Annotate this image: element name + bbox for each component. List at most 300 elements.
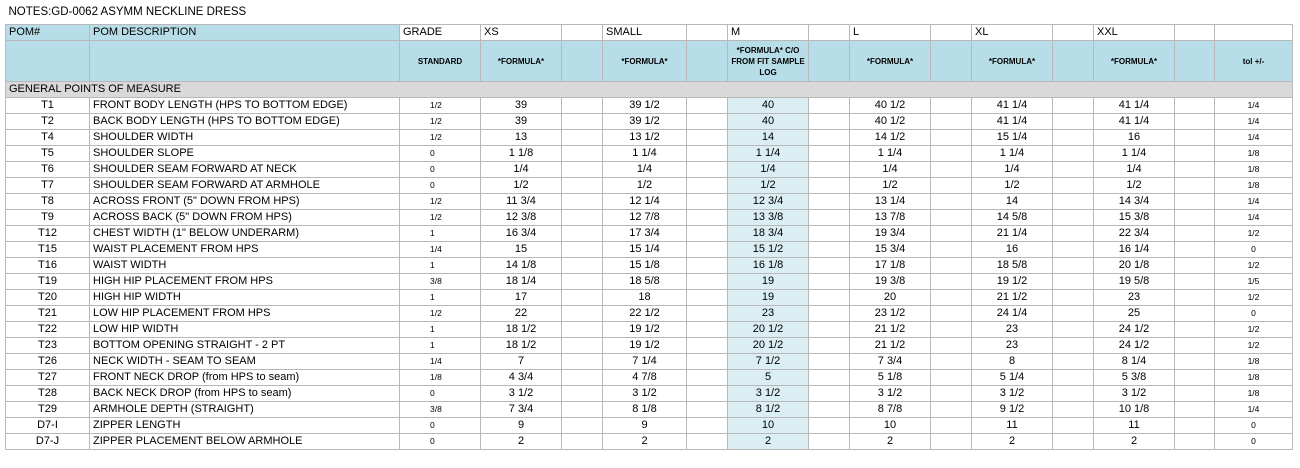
- cell-pom[interactable]: T21: [6, 306, 90, 322]
- cell-blank[interactable]: [809, 146, 850, 162]
- header-size-small[interactable]: SMALL: [603, 25, 687, 41]
- header-size-xxl[interactable]: XXL: [1094, 25, 1175, 41]
- cell-l[interactable]: 3 1/2: [850, 386, 931, 402]
- cell-tol[interactable]: 1/2: [1215, 338, 1293, 354]
- cell-xs[interactable]: 22: [481, 306, 562, 322]
- cell-small[interactable]: 39 1/2: [603, 114, 687, 130]
- cell-blank[interactable]: [687, 178, 728, 194]
- cell-blank[interactable]: [809, 98, 850, 114]
- cell-blank[interactable]: [562, 370, 603, 386]
- cell-blank[interactable]: [562, 210, 603, 226]
- cell-m[interactable]: 16 1/8: [728, 258, 809, 274]
- cell-blank[interactable]: [687, 306, 728, 322]
- cell-blank[interactable]: [562, 418, 603, 434]
- cell-l[interactable]: 13 1/4: [850, 194, 931, 210]
- cell-blank[interactable]: [1053, 258, 1094, 274]
- cell-tol[interactable]: 1/5: [1215, 274, 1293, 290]
- cell-xs[interactable]: 39: [481, 114, 562, 130]
- cell-tol[interactable]: 0: [1215, 434, 1293, 450]
- cell-tol[interactable]: 1/2: [1215, 226, 1293, 242]
- header-blank-cell[interactable]: [90, 41, 400, 82]
- cell-tol[interactable]: 1/4: [1215, 98, 1293, 114]
- cell-description[interactable]: SHOULDER SEAM FORWARD AT NECK: [90, 162, 400, 178]
- cell-xs[interactable]: 2: [481, 434, 562, 450]
- cell-tol[interactable]: 1/2: [1215, 322, 1293, 338]
- cell-grade[interactable]: 1/4: [400, 242, 481, 258]
- cell-blank[interactable]: [687, 210, 728, 226]
- cell-xl[interactable]: 23: [972, 338, 1053, 354]
- cell-m[interactable]: 1 1/4: [728, 146, 809, 162]
- cell-blank[interactable]: [562, 354, 603, 370]
- cell-grade[interactable]: 0: [400, 418, 481, 434]
- cell-xxl[interactable]: 10 1/8: [1094, 402, 1175, 418]
- cell-small[interactable]: 19 1/2: [603, 338, 687, 354]
- cell-blank[interactable]: [931, 146, 972, 162]
- cell-description[interactable]: ACROSS FRONT (5" DOWN FROM HPS): [90, 194, 400, 210]
- cell-small[interactable]: 19 1/2: [603, 322, 687, 338]
- cell-l[interactable]: 7 3/4: [850, 354, 931, 370]
- cell-l[interactable]: 1/2: [850, 178, 931, 194]
- cell-pom[interactable]: T12: [6, 226, 90, 242]
- cell-blank[interactable]: [1175, 338, 1215, 354]
- header-blank-cell[interactable]: [6, 41, 90, 82]
- cell-blank[interactable]: [1053, 418, 1094, 434]
- cell-pom[interactable]: T26: [6, 354, 90, 370]
- cell-blank[interactable]: [687, 290, 728, 306]
- cell-m[interactable]: 13 3/8: [728, 210, 809, 226]
- cell-blank[interactable]: [931, 370, 972, 386]
- cell-blank[interactable]: [687, 130, 728, 146]
- header-pom[interactable]: POM#: [6, 25, 90, 41]
- cell-blank[interactable]: [562, 226, 603, 242]
- cell-m[interactable]: 1/4: [728, 162, 809, 178]
- cell-m[interactable]: 5: [728, 370, 809, 386]
- cell-blank[interactable]: [1175, 210, 1215, 226]
- cell-description[interactable]: ACROSS BACK (5" DOWN FROM HPS): [90, 210, 400, 226]
- cell-blank[interactable]: [1175, 306, 1215, 322]
- cell-xl[interactable]: 2: [972, 434, 1053, 450]
- cell-description[interactable]: BACK BODY LENGTH (HPS TO BOTTOM EDGE): [90, 114, 400, 130]
- cell-tol[interactable]: 1/8: [1215, 178, 1293, 194]
- cell-blank[interactable]: [1053, 370, 1094, 386]
- cell-blank[interactable]: [1175, 434, 1215, 450]
- cell-blank[interactable]: [1053, 274, 1094, 290]
- cell-description[interactable]: FRONT NECK DROP (from HPS to seam): [90, 370, 400, 386]
- cell-m[interactable]: 15 1/2: [728, 242, 809, 258]
- cell-small[interactable]: 17 3/4: [603, 226, 687, 242]
- cell-blank[interactable]: [809, 210, 850, 226]
- cell-grade[interactable]: 0: [400, 386, 481, 402]
- cell-grade[interactable]: 1: [400, 322, 481, 338]
- cell-tol[interactable]: 1/8: [1215, 162, 1293, 178]
- cell-blank[interactable]: [809, 402, 850, 418]
- cell-grade[interactable]: 1: [400, 338, 481, 354]
- header-formula-xs[interactable]: *FORMULA*: [481, 41, 562, 82]
- header-grade[interactable]: GRADE: [400, 25, 481, 41]
- cell-blank[interactable]: [809, 258, 850, 274]
- cell-pom[interactable]: T28: [6, 386, 90, 402]
- cell-blank[interactable]: [931, 98, 972, 114]
- cell-xxl[interactable]: 1/4: [1094, 162, 1175, 178]
- cell-tol[interactable]: 0: [1215, 306, 1293, 322]
- cell-xl[interactable]: 41 1/4: [972, 114, 1053, 130]
- cell-tol[interactable]: 1/4: [1215, 210, 1293, 226]
- cell-blank[interactable]: [1175, 274, 1215, 290]
- cell-blank[interactable]: [1053, 146, 1094, 162]
- cell-blank[interactable]: [687, 338, 728, 354]
- cell-tol[interactable]: 1/8: [1215, 146, 1293, 162]
- header-formula-xxl[interactable]: *FORMULA*: [1094, 41, 1175, 82]
- cell-small[interactable]: 1/2: [603, 178, 687, 194]
- header-blank-cell[interactable]: [562, 41, 603, 82]
- header-size-l[interactable]: L: [850, 25, 931, 41]
- cell-l[interactable]: 40 1/2: [850, 98, 931, 114]
- cell-small[interactable]: 39 1/2: [603, 98, 687, 114]
- cell-xl[interactable]: 9 1/2: [972, 402, 1053, 418]
- header-formula-m[interactable]: *FORMULA* C/O FROM FIT SAMPLE LOG: [728, 41, 809, 82]
- header-blank-cell[interactable]: [687, 41, 728, 82]
- cell-description[interactable]: BACK NECK DROP (from HPS to seam): [90, 386, 400, 402]
- cell-l[interactable]: 8 7/8: [850, 402, 931, 418]
- cell-xl[interactable]: 1 1/4: [972, 146, 1053, 162]
- cell-m[interactable]: 3 1/2: [728, 386, 809, 402]
- cell-tol[interactable]: 1/8: [1215, 354, 1293, 370]
- cell-xxl[interactable]: 11: [1094, 418, 1175, 434]
- cell-xxl[interactable]: 3 1/2: [1094, 386, 1175, 402]
- cell-pom[interactable]: T4: [6, 130, 90, 146]
- cell-description[interactable]: LOW HIP WIDTH: [90, 322, 400, 338]
- cell-grade[interactable]: 3/8: [400, 274, 481, 290]
- cell-xxl[interactable]: 23: [1094, 290, 1175, 306]
- cell-blank[interactable]: [687, 322, 728, 338]
- cell-xl[interactable]: 18 5/8: [972, 258, 1053, 274]
- cell-blank[interactable]: [809, 386, 850, 402]
- cell-xxl[interactable]: 1/2: [1094, 178, 1175, 194]
- cell-xxl[interactable]: 24 1/2: [1094, 322, 1175, 338]
- cell-blank[interactable]: [1175, 130, 1215, 146]
- cell-small[interactable]: 12 1/4: [603, 194, 687, 210]
- cell-blank[interactable]: [562, 258, 603, 274]
- cell-blank[interactable]: [1053, 98, 1094, 114]
- cell-xl[interactable]: 1/2: [972, 178, 1053, 194]
- cell-blank[interactable]: [809, 130, 850, 146]
- cell-l[interactable]: 21 1/2: [850, 322, 931, 338]
- cell-blank[interactable]: [687, 258, 728, 274]
- cell-m[interactable]: 8 1/2: [728, 402, 809, 418]
- header-blank-cell[interactable]: [1215, 25, 1293, 41]
- cell-description[interactable]: WAIST WIDTH: [90, 258, 400, 274]
- cell-blank[interactable]: [931, 130, 972, 146]
- cell-blank[interactable]: [809, 322, 850, 338]
- cell-blank[interactable]: [562, 386, 603, 402]
- cell-xxl[interactable]: 15 3/8: [1094, 210, 1175, 226]
- cell-small[interactable]: 15 1/4: [603, 242, 687, 258]
- cell-pom[interactable]: T16: [6, 258, 90, 274]
- cell-l[interactable]: 1 1/4: [850, 146, 931, 162]
- cell-blank[interactable]: [1175, 418, 1215, 434]
- cell-pom[interactable]: T5: [6, 146, 90, 162]
- cell-description[interactable]: SHOULDER WIDTH: [90, 130, 400, 146]
- cell-blank[interactable]: [1175, 146, 1215, 162]
- cell-m[interactable]: 14: [728, 130, 809, 146]
- cell-pom[interactable]: T22: [6, 322, 90, 338]
- cell-tol[interactable]: 1/4: [1215, 402, 1293, 418]
- header-blank-cell[interactable]: [562, 25, 603, 41]
- cell-blank[interactable]: [1175, 370, 1215, 386]
- cell-blank[interactable]: [687, 194, 728, 210]
- cell-blank[interactable]: [687, 274, 728, 290]
- cell-blank[interactable]: [809, 290, 850, 306]
- cell-m[interactable]: 12 3/4: [728, 194, 809, 210]
- cell-blank[interactable]: [687, 354, 728, 370]
- cell-description[interactable]: LOW HIP PLACEMENT FROM HPS: [90, 306, 400, 322]
- cell-xs[interactable]: 15: [481, 242, 562, 258]
- cell-blank[interactable]: [687, 386, 728, 402]
- cell-description[interactable]: FRONT BODY LENGTH (HPS TO BOTTOM EDGE): [90, 98, 400, 114]
- cell-blank[interactable]: [1053, 434, 1094, 450]
- cell-m[interactable]: 2: [728, 434, 809, 450]
- cell-description[interactable]: CHEST WIDTH (1" BELOW UNDERARM): [90, 226, 400, 242]
- cell-tol[interactable]: 1/8: [1215, 386, 1293, 402]
- cell-pom[interactable]: T8: [6, 194, 90, 210]
- cell-blank[interactable]: [809, 338, 850, 354]
- cell-blank[interactable]: [1053, 354, 1094, 370]
- cell-xs[interactable]: 18 1/2: [481, 322, 562, 338]
- cell-blank[interactable]: [931, 114, 972, 130]
- cell-l[interactable]: 40 1/2: [850, 114, 931, 130]
- cell-l[interactable]: 23 1/2: [850, 306, 931, 322]
- header-formula-xl[interactable]: *FORMULA*: [972, 41, 1053, 82]
- cell-grade[interactable]: 1/8: [400, 370, 481, 386]
- cell-xl[interactable]: 24 1/4: [972, 306, 1053, 322]
- cell-xs[interactable]: 11 3/4: [481, 194, 562, 210]
- cell-xl[interactable]: 23: [972, 322, 1053, 338]
- cell-blank[interactable]: [809, 418, 850, 434]
- cell-blank[interactable]: [687, 114, 728, 130]
- cell-xl[interactable]: 14: [972, 194, 1053, 210]
- cell-xl[interactable]: 21 1/4: [972, 226, 1053, 242]
- cell-grade[interactable]: 1/2: [400, 114, 481, 130]
- cell-m[interactable]: 20 1/2: [728, 322, 809, 338]
- cell-blank[interactable]: [931, 338, 972, 354]
- cell-description[interactable]: BOTTOM OPENING STRAIGHT - 2 PT: [90, 338, 400, 354]
- cell-blank[interactable]: [931, 306, 972, 322]
- cell-blank[interactable]: [931, 194, 972, 210]
- cell-xxl[interactable]: 8 1/4: [1094, 354, 1175, 370]
- cell-blank[interactable]: [1053, 210, 1094, 226]
- cell-xs[interactable]: 18 1/4: [481, 274, 562, 290]
- cell-blank[interactable]: [1053, 226, 1094, 242]
- cell-l[interactable]: 10: [850, 418, 931, 434]
- cell-blank[interactable]: [562, 130, 603, 146]
- cell-small[interactable]: 8 1/8: [603, 402, 687, 418]
- cell-blank[interactable]: [1053, 290, 1094, 306]
- cell-m[interactable]: 19: [728, 290, 809, 306]
- cell-pom[interactable]: T29: [6, 402, 90, 418]
- cell-blank[interactable]: [1053, 194, 1094, 210]
- cell-blank[interactable]: [1053, 306, 1094, 322]
- cell-small[interactable]: 3 1/2: [603, 386, 687, 402]
- cell-grade[interactable]: 0: [400, 434, 481, 450]
- header-blank-cell[interactable]: [1053, 41, 1094, 82]
- cell-grade[interactable]: 1: [400, 290, 481, 306]
- cell-l[interactable]: 13 7/8: [850, 210, 931, 226]
- cell-grade[interactable]: 0: [400, 178, 481, 194]
- cell-description[interactable]: NECK WIDTH - SEAM TO SEAM: [90, 354, 400, 370]
- cell-blank[interactable]: [562, 194, 603, 210]
- cell-blank[interactable]: [687, 226, 728, 242]
- cell-m[interactable]: 1/2: [728, 178, 809, 194]
- cell-grade[interactable]: 1/2: [400, 194, 481, 210]
- cell-blank[interactable]: [931, 242, 972, 258]
- cell-l[interactable]: 17 1/8: [850, 258, 931, 274]
- cell-blank[interactable]: [562, 146, 603, 162]
- cell-tol[interactable]: 1/8: [1215, 370, 1293, 386]
- cell-tol[interactable]: 1/4: [1215, 130, 1293, 146]
- cell-l[interactable]: 5 1/8: [850, 370, 931, 386]
- cell-xxl[interactable]: 22 3/4: [1094, 226, 1175, 242]
- header-description[interactable]: POM DESCRIPTION: [90, 25, 400, 41]
- cell-xl[interactable]: 41 1/4: [972, 98, 1053, 114]
- cell-tol[interactable]: 1/2: [1215, 290, 1293, 306]
- cell-xs[interactable]: 13: [481, 130, 562, 146]
- cell-blank[interactable]: [1053, 402, 1094, 418]
- cell-blank[interactable]: [562, 162, 603, 178]
- cell-xxl[interactable]: 16: [1094, 130, 1175, 146]
- cell-grade[interactable]: 0: [400, 162, 481, 178]
- cell-blank[interactable]: [931, 354, 972, 370]
- cell-description[interactable]: SHOULDER SLOPE: [90, 146, 400, 162]
- cell-xs[interactable]: 1/4: [481, 162, 562, 178]
- cell-blank[interactable]: [809, 162, 850, 178]
- cell-blank[interactable]: [809, 226, 850, 242]
- cell-xl[interactable]: 15 1/4: [972, 130, 1053, 146]
- cell-blank[interactable]: [809, 306, 850, 322]
- header-tol[interactable]: tol +/-: [1215, 41, 1293, 82]
- cell-blank[interactable]: [562, 274, 603, 290]
- cell-blank[interactable]: [931, 226, 972, 242]
- cell-description[interactable]: HIGH HIP PLACEMENT FROM HPS: [90, 274, 400, 290]
- cell-blank[interactable]: [1175, 322, 1215, 338]
- cell-blank[interactable]: [1175, 258, 1215, 274]
- cell-grade[interactable]: 1: [400, 258, 481, 274]
- header-blank-cell[interactable]: [1053, 25, 1094, 41]
- cell-small[interactable]: 15 1/8: [603, 258, 687, 274]
- header-blank-cell[interactable]: [1175, 25, 1215, 41]
- section-label[interactable]: GENERAL POINTS OF MEASURE: [6, 82, 1293, 98]
- cell-blank[interactable]: [931, 322, 972, 338]
- cell-pom[interactable]: T1: [6, 98, 90, 114]
- cell-blank[interactable]: [687, 434, 728, 450]
- cell-small[interactable]: 18: [603, 290, 687, 306]
- cell-blank[interactable]: [562, 322, 603, 338]
- cell-small[interactable]: 4 7/8: [603, 370, 687, 386]
- cell-xs[interactable]: 4 3/4: [481, 370, 562, 386]
- cell-blank[interactable]: [1175, 242, 1215, 258]
- cell-l[interactable]: 15 3/4: [850, 242, 931, 258]
- cell-blank[interactable]: [931, 178, 972, 194]
- cell-xl[interactable]: 3 1/2: [972, 386, 1053, 402]
- header-size-xl[interactable]: XL: [972, 25, 1053, 41]
- cell-small[interactable]: 7 1/4: [603, 354, 687, 370]
- cell-blank[interactable]: [562, 306, 603, 322]
- cell-blank[interactable]: [809, 370, 850, 386]
- cell-blank[interactable]: [809, 242, 850, 258]
- cell-m[interactable]: 19: [728, 274, 809, 290]
- cell-small[interactable]: 18 5/8: [603, 274, 687, 290]
- cell-xxl[interactable]: 41 1/4: [1094, 114, 1175, 130]
- cell-small[interactable]: 2: [603, 434, 687, 450]
- cell-m[interactable]: 23: [728, 306, 809, 322]
- cell-pom[interactable]: T7: [6, 178, 90, 194]
- cell-blank[interactable]: [1175, 402, 1215, 418]
- cell-grade[interactable]: 1/2: [400, 210, 481, 226]
- cell-blank[interactable]: [1175, 178, 1215, 194]
- cell-l[interactable]: 1/4: [850, 162, 931, 178]
- cell-blank[interactable]: [1053, 242, 1094, 258]
- cell-small[interactable]: 1 1/4: [603, 146, 687, 162]
- header-formula-l[interactable]: *FORMULA*: [850, 41, 931, 82]
- cell-xxl[interactable]: 16 1/4: [1094, 242, 1175, 258]
- cell-description[interactable]: HIGH HIP WIDTH: [90, 290, 400, 306]
- cell-tol[interactable]: 1/4: [1215, 194, 1293, 210]
- cell-blank[interactable]: [809, 274, 850, 290]
- cell-xs[interactable]: 7 3/4: [481, 402, 562, 418]
- cell-blank[interactable]: [1053, 114, 1094, 130]
- cell-blank[interactable]: [809, 434, 850, 450]
- cell-pom[interactable]: T23: [6, 338, 90, 354]
- cell-blank[interactable]: [931, 290, 972, 306]
- cell-l[interactable]: 19 3/8: [850, 274, 931, 290]
- header-blank-cell[interactable]: [1175, 41, 1215, 82]
- cell-m[interactable]: 20 1/2: [728, 338, 809, 354]
- cell-grade[interactable]: 1/4: [400, 354, 481, 370]
- cell-blank[interactable]: [687, 98, 728, 114]
- cell-blank[interactable]: [931, 210, 972, 226]
- cell-blank[interactable]: [562, 242, 603, 258]
- cell-blank[interactable]: [562, 178, 603, 194]
- cell-blank[interactable]: [1053, 178, 1094, 194]
- cell-blank[interactable]: [687, 162, 728, 178]
- cell-xs[interactable]: 9: [481, 418, 562, 434]
- cell-blank[interactable]: [1175, 386, 1215, 402]
- header-blank-cell[interactable]: [809, 25, 850, 41]
- cell-tol[interactable]: 0: [1215, 418, 1293, 434]
- cell-description[interactable]: ARMHOLE DEPTH (STRAIGHT): [90, 402, 400, 418]
- cell-l[interactable]: 2: [850, 434, 931, 450]
- cell-blank[interactable]: [687, 402, 728, 418]
- cell-xl[interactable]: 11: [972, 418, 1053, 434]
- cell-blank[interactable]: [1175, 290, 1215, 306]
- header-blank-cell[interactable]: [931, 25, 972, 41]
- cell-blank[interactable]: [687, 370, 728, 386]
- cell-xs[interactable]: 18 1/2: [481, 338, 562, 354]
- cell-pom[interactable]: T20: [6, 290, 90, 306]
- cell-pom[interactable]: T2: [6, 114, 90, 130]
- cell-xl[interactable]: 21 1/2: [972, 290, 1053, 306]
- cell-pom[interactable]: D7-I: [6, 418, 90, 434]
- cell-blank[interactable]: [1053, 162, 1094, 178]
- cell-small[interactable]: 13 1/2: [603, 130, 687, 146]
- cell-blank[interactable]: [809, 178, 850, 194]
- cell-grade[interactable]: 1/2: [400, 130, 481, 146]
- cell-small[interactable]: 1/4: [603, 162, 687, 178]
- cell-xxl[interactable]: 1 1/4: [1094, 146, 1175, 162]
- header-blank-cell[interactable]: [809, 41, 850, 82]
- cell-grade[interactable]: 1/2: [400, 306, 481, 322]
- cell-l[interactable]: 21 1/2: [850, 338, 931, 354]
- cell-xs[interactable]: 1 1/8: [481, 146, 562, 162]
